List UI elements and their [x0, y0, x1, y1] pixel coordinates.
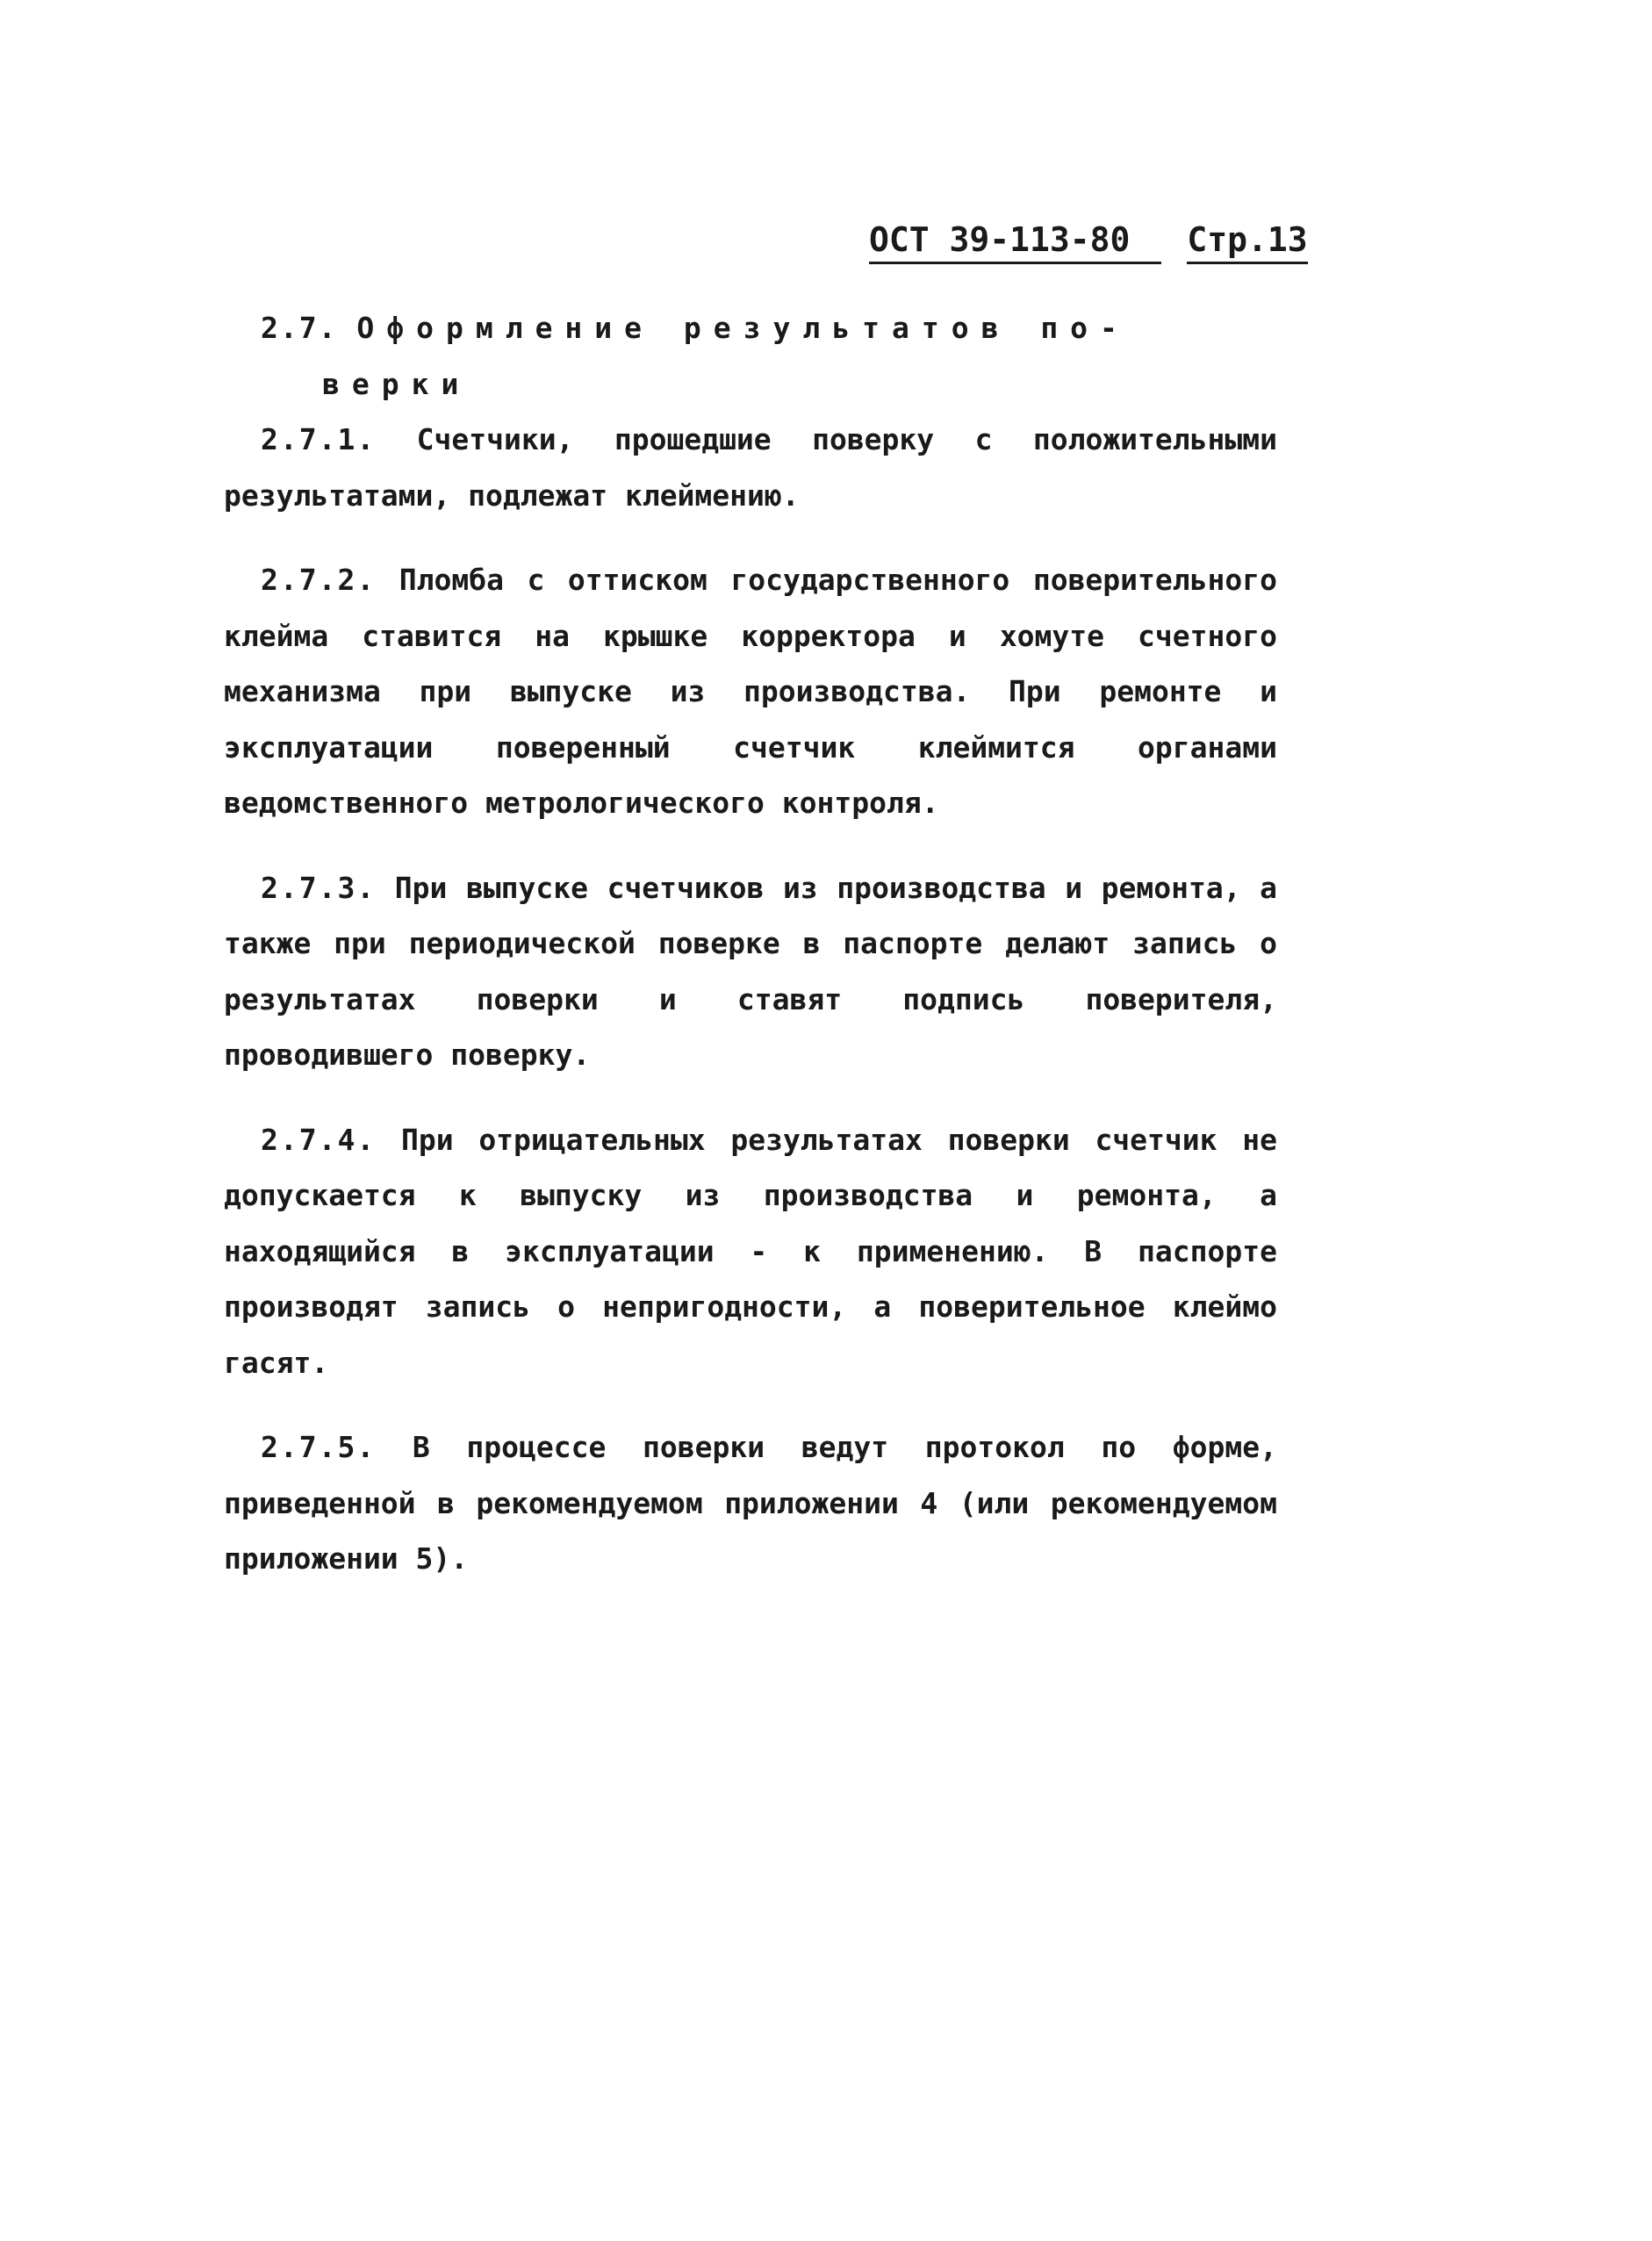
section-title-line2: верки	[322, 366, 471, 401]
page-number: Стр.13	[1187, 218, 1307, 264]
paragraph-text: При отрицательных результатах поверки счетчик не допускается к выпуску из производства и ремонта, а находящийся в эксплуатации - к применению. В паспорте производят запись о непригодности, а поверительное клеймо гасят.	[224, 1122, 1277, 1380]
paragraph-number: 2.7.4.	[261, 1122, 377, 1157]
paragraph-text: При выпуске счетчиков из производства и ремонта, а также при периодической поверке в паспорте делают запись о результатах поверки и ставят подпись поверителя, проводившего поверку.	[224, 870, 1277, 1072]
paragraph-number: 2.7.3.	[261, 870, 377, 905]
paragraph-text: В процессе поверки ведут протокол по форме, приведенной в рекомендуемом приложении 4 (или рекомендуемом приложении 5).	[224, 1430, 1277, 1576]
paragraph-text: Пломба с оттиском государственного поверительного клейма ставится на крышке корректора и хомуте счетного механизма при выпуске из производства. При ремонте и эксплуатации поверенный счетчик клеймится органами ведомственного метрологического контроля.	[224, 563, 1277, 820]
paragraph-2-7-5	[224, 1419, 1277, 1587]
section-number: 2.7.	[261, 311, 338, 345]
paragraph-2-7-2	[224, 552, 1277, 831]
paragraph-number: 2.7.1.	[261, 422, 377, 456]
section-heading	[224, 300, 1277, 356]
document-code: ОСТ 39-113-80	[869, 218, 1161, 264]
paragraph-2-7-1	[224, 412, 1277, 523]
paragraph-2-7-3	[224, 860, 1277, 1083]
paragraph-number: 2.7.5.	[261, 1430, 377, 1464]
section-title-line1: Оформление результатов по-	[356, 311, 1130, 345]
paragraph-text: Счетчики, прошедшие поверку с положительными результатами, подлежат клеймению.	[224, 422, 1277, 513]
document-body	[224, 300, 1277, 1616]
paragraph-number: 2.7.2.	[261, 563, 377, 597]
paragraph-2-7-4	[224, 1112, 1277, 1391]
page-header	[869, 218, 1308, 264]
